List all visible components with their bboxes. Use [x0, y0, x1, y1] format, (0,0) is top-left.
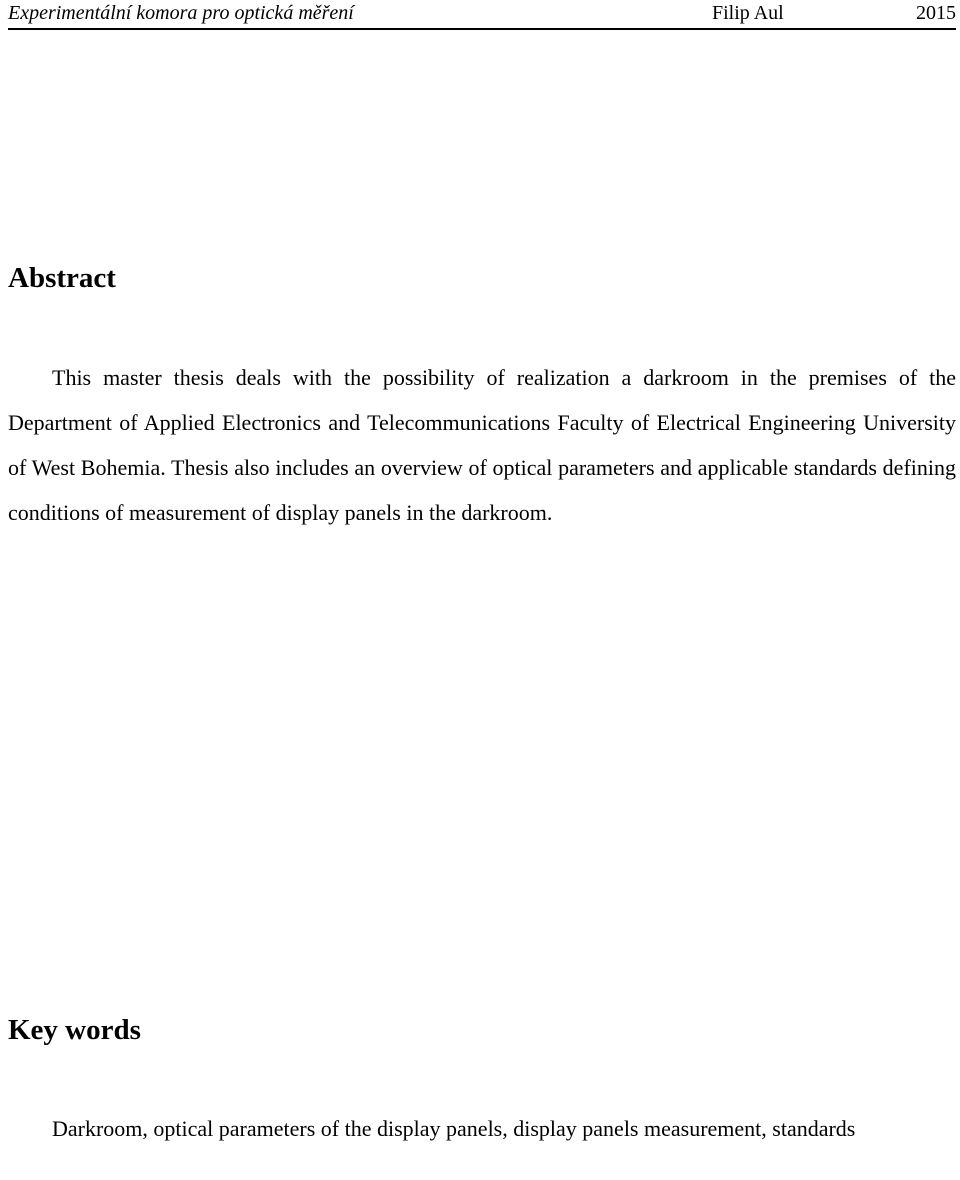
header-year: 2015	[916, 2, 956, 24]
keywords-paragraph: Darkroom, optical parameters of the display panels, display panels measurement, standards	[52, 1116, 856, 1141]
keywords-heading: Key words	[8, 1014, 141, 1046]
header-author: Filip Aul	[712, 2, 784, 24]
abstract-paragraph: This master thesis deals with the possibility of realization a darkroom in the premises of the Department of Applied Electronics and Telecommunications Faculty of Electrical Engineering University of West Bohemia. Thesis also includes an overview of optical parameters and applicable standards defining conditions of measurement of display panels in the darkroom.	[8, 365, 956, 525]
header-document-title: Experimentální komora pro optická měření	[8, 2, 354, 24]
page-header	[8, 0, 956, 30]
abstract-heading: Abstract	[8, 262, 116, 294]
